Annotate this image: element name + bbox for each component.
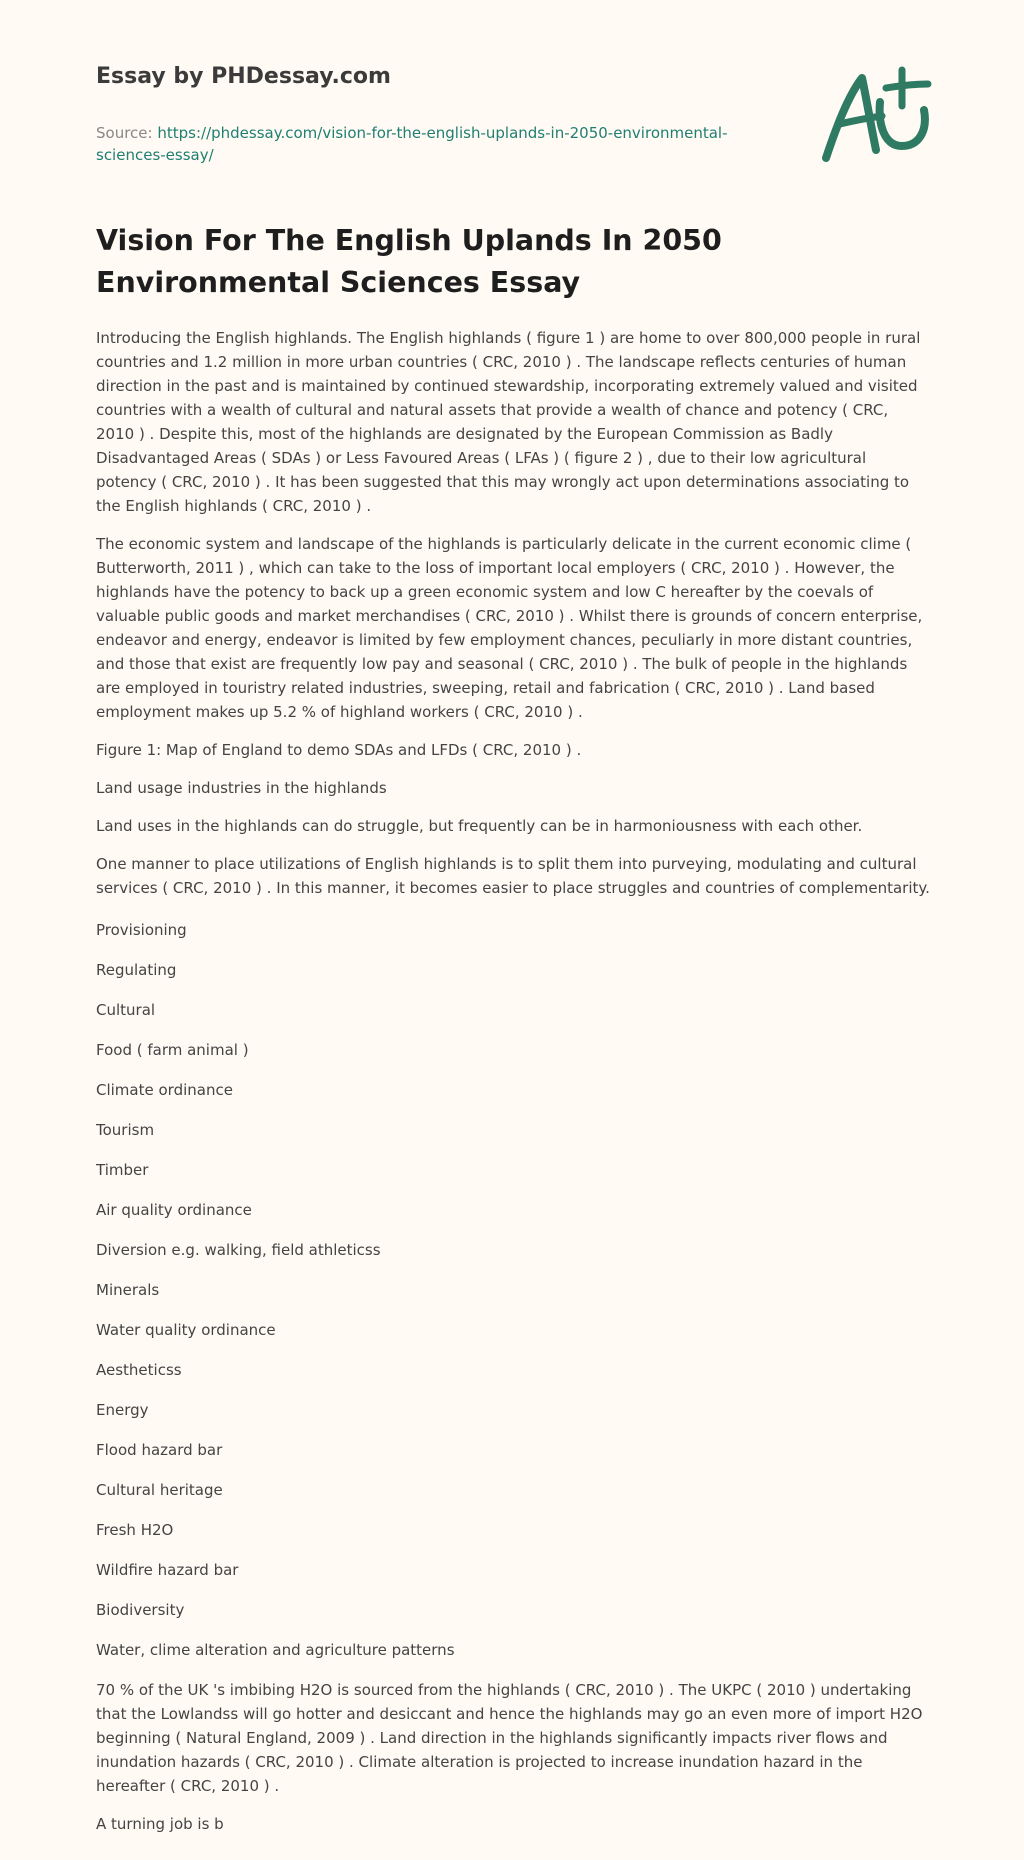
list-item: Flood hazard bar xyxy=(96,1441,223,1459)
figure-caption: Figure 1: Map of England to demo SDAs and LFDs ( CRC, 2010 ) . xyxy=(96,741,582,759)
list-item: Water quality ordinance xyxy=(96,1321,276,1339)
paragraph: Land uses in the highlands can do struggle, but frequently can be in harmoniousness with each other. xyxy=(96,817,863,835)
list-item: Cultural xyxy=(96,1001,156,1019)
source-label: Source: xyxy=(96,124,153,142)
list-item: Minerals xyxy=(96,1281,160,1299)
list-item: Wildfire hazard bar xyxy=(96,1561,239,1579)
list-item: Diversion e.g. walking, field athleticss xyxy=(96,1241,381,1259)
list-item: Cultural heritage xyxy=(96,1481,223,1499)
source-link[interactable]: https://phdessay.com/vision-for-the-english-uplands-in-2050-environmental-sciences-essay/ xyxy=(96,124,728,164)
paragraph: 70 % of the UK 's imbibing H2O is sourced from the highlands ( CRC, 2010 ) . The UKPC ( 2010 ) undertaking that the Lowlandss will go hotter and desiccant and hence the highlands may go an even more of import H2O beginning ( Natural England, 2009 ) . Land direction in the highlands significantly impacts river flows and inundation hazards ( CRC, 2010 ) . Climate alteration is projected to increase inundation hazard in the hereafter ( CRC, 2010 ) . xyxy=(96,1681,923,1795)
list-item: Food ( farm animal ) xyxy=(96,1041,249,1059)
article-content xyxy=(96,220,930,1850)
section-heading: Land usage industries in the highlands xyxy=(96,779,387,797)
list-item: Provisioning xyxy=(96,921,187,939)
paragraph: A turning job is b xyxy=(96,1815,224,1833)
list-item: Fresh H2O xyxy=(96,1521,174,1539)
list-item: Regulating xyxy=(96,961,177,979)
list-item: Biodiversity xyxy=(96,1601,185,1619)
paragraph: The economic system and landscape of the highlands is particularly delicate in the current economic clime ( Butterworth, 2011 ) , which can take to the loss of important local employers ( CRC, 2010 ) . However, the highlands have the potency to back up a green economic system and low C hereafter by the coevals of valuable public goods and market merchandises ( CRC, 2010 ) . Whilst there is grounds of concern enterprise, endeavor and energy, endeavor is limited by few employment chances, peculiarly in more distant countries, and those that exist are frequently low pay and seasonal ( CRC, 2010 ) . The bulk of people in the highlands are employed in touristry related industries, sweeping, retail and fabrication ( CRC, 2010 ) . Land based employment makes up 5.2 % of highland workers ( CRC, 2010 ) . xyxy=(96,535,923,721)
article-title: Vision For The English Uplands In 2050 Environmental Sciences Essay xyxy=(96,224,722,299)
source-line xyxy=(96,122,756,166)
list-item: Tourism xyxy=(96,1121,155,1139)
a-plus-logo-icon xyxy=(818,66,936,166)
list-item: Timber xyxy=(96,1161,149,1179)
list-item: Climate ordinance xyxy=(96,1081,233,1099)
list-item: Aestheticss xyxy=(96,1361,182,1379)
a-plus-logo xyxy=(818,66,936,166)
page-header xyxy=(96,62,756,166)
paragraph: One manner to place utilizations of English highlands is to split them into purveying, modulating and cultural services ( CRC, 2010 ) . In this manner, it becomes easier to place struggles and countries of complementarity. xyxy=(96,855,930,897)
list-item: Air quality ordinance xyxy=(96,1201,252,1219)
paragraph: Introducing the English highlands. The English highlands ( figure 1 ) are home to over 800,000 people in rural countries and 1.2 million in more urban countries ( CRC, 2010 ) . The landscape reflects centuries of human direction in the past and is maintained by continued stewardship, incorporating extremely valued and visited countries with a wealth of cultural and natural assets that provide a wealth of chance and potency ( CRC, 2010 ) . Despite this, most of the highlands are designated by the European Commission as Badly Disadvantaged Areas ( SDAs ) or Less Favoured Areas ( LFAs ) ( figure 2 ) , due to their low agricultural potency ( CRC, 2010 ) . It has been suggested that this may wrongly act upon determinations associating to the English highlands ( CRC, 2010 ) . xyxy=(96,329,921,515)
list-item: Energy xyxy=(96,1401,149,1419)
brand-title: Essay by PHDessay.com xyxy=(96,64,391,89)
section-heading: Water, clime alteration and agriculture patterns xyxy=(96,1641,455,1659)
